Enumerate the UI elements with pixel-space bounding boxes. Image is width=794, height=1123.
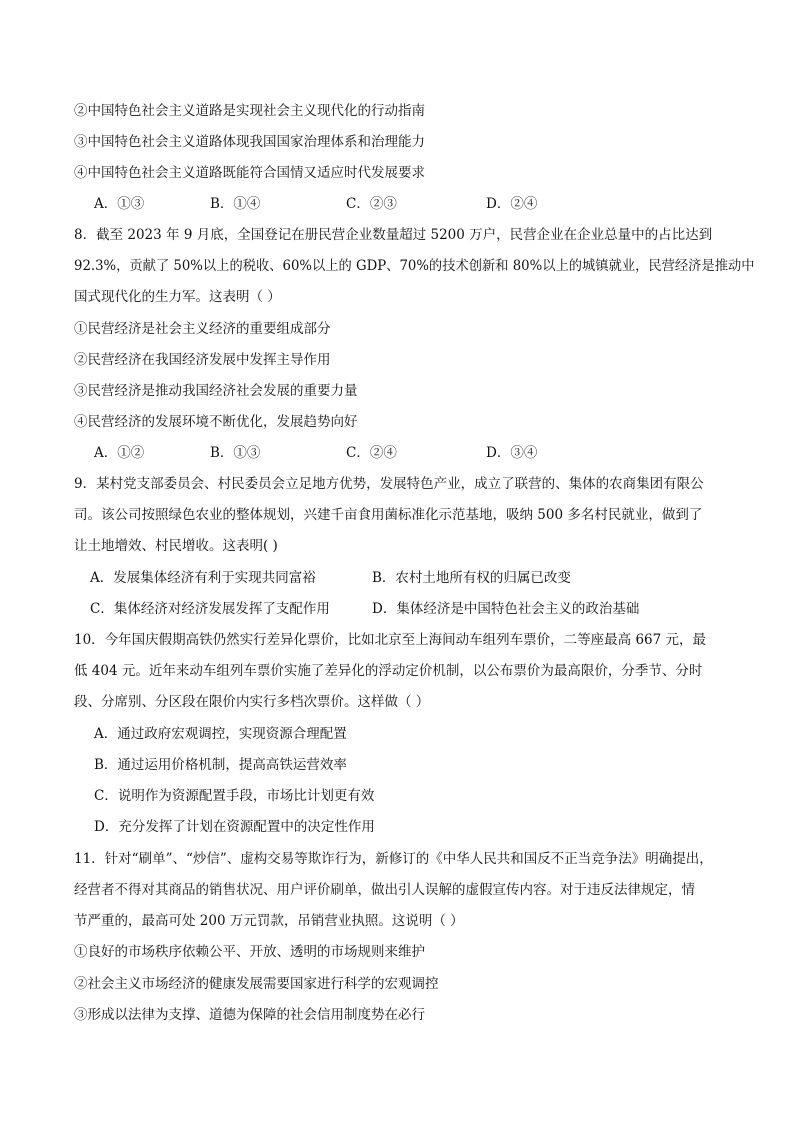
q8-stem-line-2: 92.3%，贡献了 50%以上的税收、60%以上的 GDP、70%的技术创新和 80%以上的城镇就业，民营经济是推动中 xyxy=(74,258,755,274)
q8-statement-1: ①民营经济是社会主义经济的重要组成部分 xyxy=(74,321,331,337)
q11-stem-line-2: 经营者不得对其商品的销售状况、用户评价刷单，做出引人误解的虚假宣传内容。对于违反法律规定，情 xyxy=(74,882,695,898)
q8-stem-line-3: 国式现代化的生力军。这表明（ ） xyxy=(74,289,281,305)
q7-statement-4: ④中国特色社会主义道路既能符合国情又适应时代发展要求 xyxy=(74,165,425,181)
q9-option-b: B．农村土地所有权的归属已改变 xyxy=(372,570,571,586)
q7-option-d: D．②④ xyxy=(486,196,538,212)
q10-stem-line-1: 10．今年国庆假期高铁仍然实行差异化票价，比如北京至上海间动车组列车票价，二等座最高 667 元，最 xyxy=(74,632,707,648)
q8-option-c: C．②④ xyxy=(346,445,397,461)
q8-statement-4: ④民营经济的发展环境不断优化，发展趋势向好 xyxy=(74,414,358,430)
q10-option-c: C．说明作为资源配置手段，市场比计划更有效 xyxy=(94,788,375,804)
q9-option-d: D．集体经济是中国特色社会主义的政治基础 xyxy=(372,601,640,617)
q7-statement-3: ③中国特色社会主义道路体现我国国家治理体系和治理能力 xyxy=(74,134,425,150)
q8-stem-line-1: 8．截至 2023 年 9 月底，全国登记在册民营企业数量超过 5200 万户，民营企业在企业总量中的占比达到 xyxy=(74,227,713,243)
q9-option-c: C．集体经济对经济发展发挥了支配作用 xyxy=(90,601,330,617)
q10-option-d: D．充分发挥了计划在资源配置中的决定性作用 xyxy=(94,819,375,835)
q7-option-a: A．①③ xyxy=(94,196,145,212)
q11-statement-1: ①良好的市场秩序依赖公平、开放、透明的市场规则来维护 xyxy=(74,944,425,960)
q8-option-d: D．③④ xyxy=(486,445,538,461)
q8-option-a: A．①② xyxy=(94,445,145,461)
q10-stem-line-2: 低 404 元。近年来动车组列车票价实施了差异化的浮动定价机制，以公布票价为最高限价，分季节、分时 xyxy=(74,663,703,679)
q9-stem-line-3: 让土地增效、村民增收。这表明( ) xyxy=(74,538,278,554)
q11-stem-line-3: 节严重的，最高可处 200 万元罚款，吊销营业执照。这说明（ ） xyxy=(74,913,464,929)
q9-option-a: A．发展集体经济有利于实现共同富裕 xyxy=(90,570,316,586)
q7-option-b: B．①④ xyxy=(210,196,261,212)
q8-statement-2: ②民营经济在我国经济发展中发挥主导作用 xyxy=(74,352,331,368)
q9-stem-line-1: 9．某村党支部委员会、村民委员会立足地方优势，发展特色产业，成立了联营的、集体的农商集团有限公 xyxy=(74,476,704,492)
q11-stem-line-1: 11．针对“刷单”、“炒信”、虚构交易等欺诈行为，新修订的《中华人民共和国反不正当竞争法》明确提出， xyxy=(74,851,713,867)
q10-option-a: A．通过政府宏观调控，实现资源合理配置 xyxy=(94,726,347,742)
q10-option-b: B．通过运用价格机制，提高高铁运营效率 xyxy=(94,757,347,773)
q10-stem-line-3: 段、分席别、分区段在限价内实行多档次票价。这样做（ ） xyxy=(74,694,430,710)
q9-stem-line-2: 司。该公司按照绿色农业的整体规划，兴建千亩食用菌标准化示范基地，吸纳 500 多名村民就业，做到了 xyxy=(74,507,703,523)
q7-option-c: C．②③ xyxy=(346,196,397,212)
q11-statement-2: ②社会主义市场经济的健康发展需要国家进行科学的宏观调控 xyxy=(74,976,439,992)
q8-statement-3: ③民营经济是推动我国经济社会发展的重要力量 xyxy=(74,383,358,399)
q8-option-b: B．①③ xyxy=(210,445,261,461)
q7-statement-2: ②中国特色社会主义道路是实现社会主义现代化的行动指南 xyxy=(74,103,425,119)
q11-statement-3: ③形成以法律为支撑、道德为保障的社会信用制度势在必行 xyxy=(74,1007,425,1023)
